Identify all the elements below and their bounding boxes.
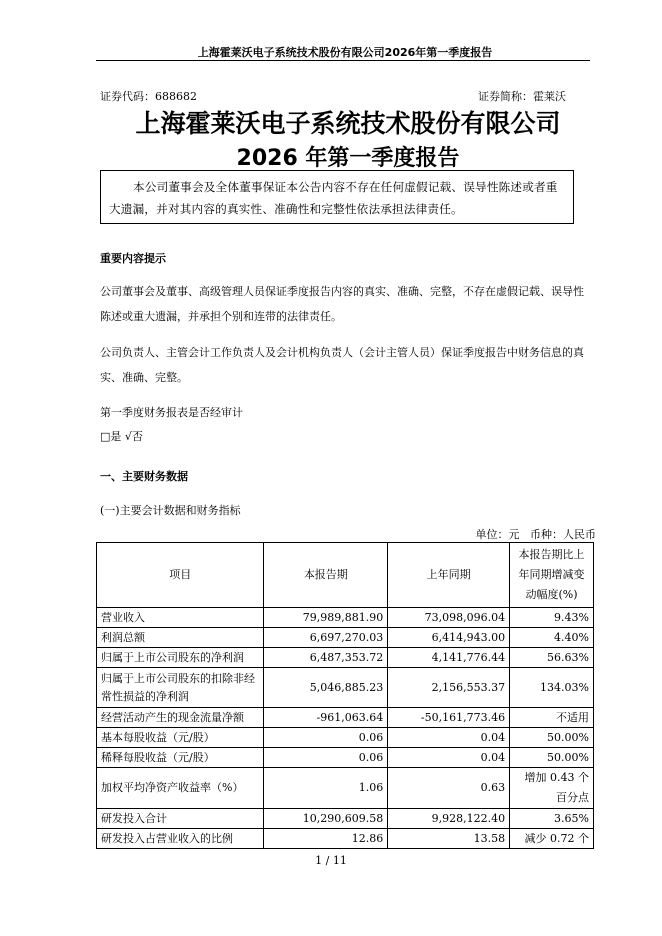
row-change: 9.43% <box>510 608 594 628</box>
row-current: 10,290,609.58 <box>264 809 388 829</box>
row-change: 3.65% <box>510 809 594 829</box>
row-prior: 2,156,553.37 <box>388 668 510 708</box>
row-current: 6,697,270.03 <box>264 628 388 648</box>
row-item: 营业收入 <box>97 608 264 628</box>
row-change: 减少 0.72 个 <box>510 829 594 849</box>
table-row <box>97 608 594 628</box>
row-item: 研发投入合计 <box>97 809 264 829</box>
row-change: 4.40% <box>510 628 594 648</box>
securities-abbreviation: 证券简称：霍莱沃 <box>478 90 566 103</box>
header-current-period: 本报告期 <box>264 543 388 608</box>
unit-currency-line: 单位：元 币种：人民币 <box>475 528 596 541</box>
subsection-heading: (一)主要会计数据和财务指标 <box>100 504 241 517</box>
table-row <box>97 768 594 809</box>
row-item: 稀释每股收益（元/股） <box>97 748 264 768</box>
row-current: 6,487,353.72 <box>264 648 388 668</box>
header-change: 本报告期比上年同期增减变动幅度(%) <box>510 543 594 608</box>
row-current: 79,989,881.90 <box>264 608 388 628</box>
table-row <box>97 748 594 768</box>
row-current: 1.06 <box>264 768 388 809</box>
row-current: 5,046,885.23 <box>264 668 388 708</box>
board-notice-text: 本公司董事会及全体董事保证本公告内容不存在任何虚假记载、误导性陈述或者重大遗漏，并对其内容的真实性、准确性和完整性依法承担法律责任。 <box>109 180 558 216</box>
running-header: 上海霍莱沃电子系统技术股份有限公司2026年第一季度报告 <box>197 46 493 59</box>
row-item: 研发投入占营业收入的比例 <box>97 829 264 849</box>
row-change: 增加 0.43 个百分点 <box>510 768 594 809</box>
row-change: 56.63% <box>510 648 594 668</box>
table-row <box>97 708 594 728</box>
row-current: 0.06 <box>264 728 388 748</box>
table-header-row <box>97 543 594 608</box>
row-prior: 0.04 <box>388 748 510 768</box>
table-row <box>97 829 594 849</box>
row-prior: 13.58 <box>388 829 510 849</box>
page-number: 1 / 11 <box>315 854 347 867</box>
row-prior: -50,161,773.46 <box>388 708 510 728</box>
row-item: 归属于上市公司股东的扣除非经常性损益的净利润 <box>97 668 264 708</box>
securities-code: 证券代码：688682 <box>100 90 197 103</box>
audit-question: 第一季度财务报表是否经审计 <box>100 406 243 419</box>
row-item: 利润总额 <box>97 628 264 648</box>
row-change: 134.03% <box>510 668 594 708</box>
row-change: 50.00% <box>510 748 594 768</box>
board-notice-box <box>100 170 574 224</box>
row-item: 归属于上市公司股东的净利润 <box>97 648 264 668</box>
important-heading: 重要内容提示 <box>100 252 166 265</box>
financial-indicators-table <box>96 542 594 849</box>
table-row <box>97 668 594 708</box>
section-heading-financial-data: 一、主要财务数据 <box>100 470 188 483</box>
table-row <box>97 628 594 648</box>
report-title: 2026 年第一季度报告 <box>236 146 460 171</box>
finance-guarantee-paragraph: 公司负责人、主管会计工作负责人及会计机构负责人（会计主管人员）保证季度报告中财务信息的真实、准确、完整。 <box>100 346 584 384</box>
row-prior: 6,414,943.00 <box>388 628 510 648</box>
row-change: 不适用 <box>510 708 594 728</box>
row-change: 50.00% <box>510 728 594 748</box>
row-current: 0.06 <box>264 748 388 768</box>
row-item: 经营活动产生的现金流量净额 <box>97 708 264 728</box>
row-prior: 0.63 <box>388 768 510 809</box>
row-prior: 0.04 <box>388 728 510 748</box>
header-item: 项目 <box>97 543 264 608</box>
row-current: 12.86 <box>264 829 388 849</box>
row-item: 基本每股收益（元/股） <box>97 728 264 748</box>
table-row <box>97 728 594 748</box>
row-prior: 73,098,096.04 <box>388 608 510 628</box>
audit-answer: □是 √否 <box>100 430 143 443</box>
row-current: -961,063.64 <box>264 708 388 728</box>
row-prior: 4,141,776.44 <box>388 648 510 668</box>
directors-guarantee-paragraph: 公司董事会及董事、高级管理人员保证季度报告内容的真实、准确、完整，不存在虚假记载、误导性陈述或重大遗漏，并承担个别和连带的法律责任。 <box>100 285 584 323</box>
row-item: 加权平均净资产收益率（%） <box>97 768 264 809</box>
row-prior: 9,928,122.40 <box>388 809 510 829</box>
header-prior-period: 上年同期 <box>388 543 510 608</box>
table-row <box>97 648 594 668</box>
table-row <box>97 809 594 829</box>
company-title: 上海霍莱沃电子系统技术股份有限公司 <box>135 109 561 138</box>
header-rule <box>96 60 590 61</box>
